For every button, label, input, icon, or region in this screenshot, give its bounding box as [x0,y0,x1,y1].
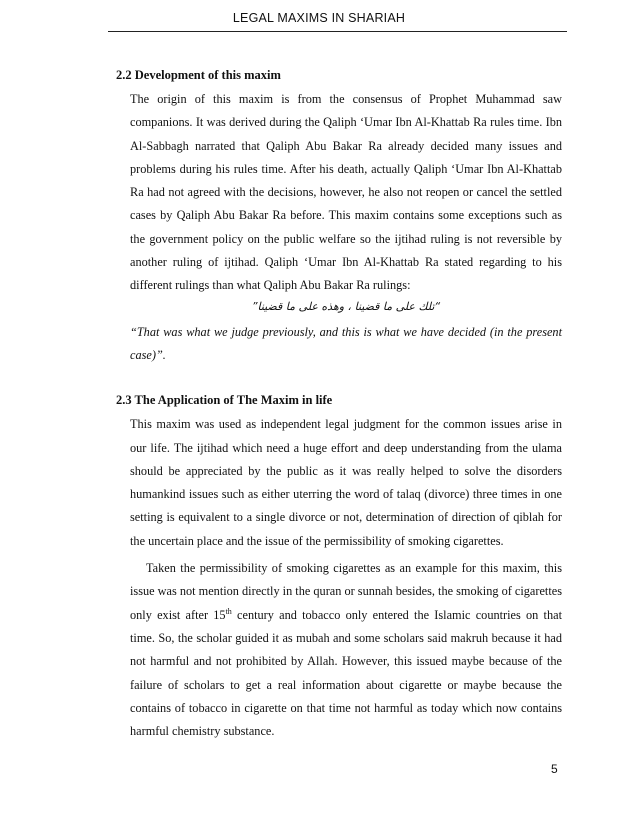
paragraph-origin: The origin of this maxim is from the consensus of Prophet Muhammad saw companions. It was derived during the Qaliph ‘Umar Ibn Al-Khattab Ra rules time. Ibn Al-Sabbagh narrated that Qaliph Abu Bakar Ra already decided many issues and problems during his rules time. After his death, actually Qaliph ‘Umar Ibn Al-Khattab Ra had not agreed with the decisions, however, he also not reopen or cancel the settled cases by Qaliph Abu Bakar Ra before. This maxim contains some exceptions such as the government policy on the public welfare so the ijtihad ruling is not reversible by another ruling of ijtihad. Qaliph ‘Umar Ibn Al-Khattab Ra stated regarding to his different rulings than what Qaliph Abu Bakar Ra rulings: [130,92,562,293]
section-heading-2-3: 2.3 The Application of The Maxim in life [116,393,333,408]
paragraph-smoking-text-a: Taken the permissibility of smoking cigarettes as an example for this maxim, this issue was not mention directly in the quran or sunnah besides, the smoking of cigarettes only exist after 15 [130,561,563,622]
page-body [116,66,562,743]
page-number: 5 [551,762,558,776]
paragraph-smoking-text-b: century and tobacco only entered the Islamic countries on that time. So, the scholar guided it as mubah and some scholars said makruh because it had not harmful and not prohibited by Allah. However, this issued maybe because of the failure of scholars to get a real information about cigarette or maybe because the contains of tobacco in cigarette on that time not harmful as today which now contains harmful chemistry substance. [130,607,562,739]
header-rule [108,31,567,32]
paragraph-application: This maxim was used as independent legal judgment for the common issues arise in our life. The ijtihad which need a huge effort and deep understanding from the ulama should be appreciated by the public as it was really helped to solve the disorders humankind issues such as either uterring the word of talaq (divorce) three times in one setting is equivalent to a single divorce or not, determination of direction of qiblah for the uncertain place and the issue of the permissibility of smoking cigarettes. [130,417,562,548]
quote-translation: “That was what we judge previously, and this is what we have decided (in the present case)”. [130,324,562,362]
ordinal-superscript: th [225,606,232,616]
paragraph-smoking-example [130,557,562,743]
running-header: LEGAL MAXIMS IN SHARIAH [232,11,406,25]
section-heading-2-2: 2.2 Development of this maxim [116,68,281,82]
arabic-quote: “تلك على ما قضينا ، وهذه على ما قضينا” [251,299,441,313]
